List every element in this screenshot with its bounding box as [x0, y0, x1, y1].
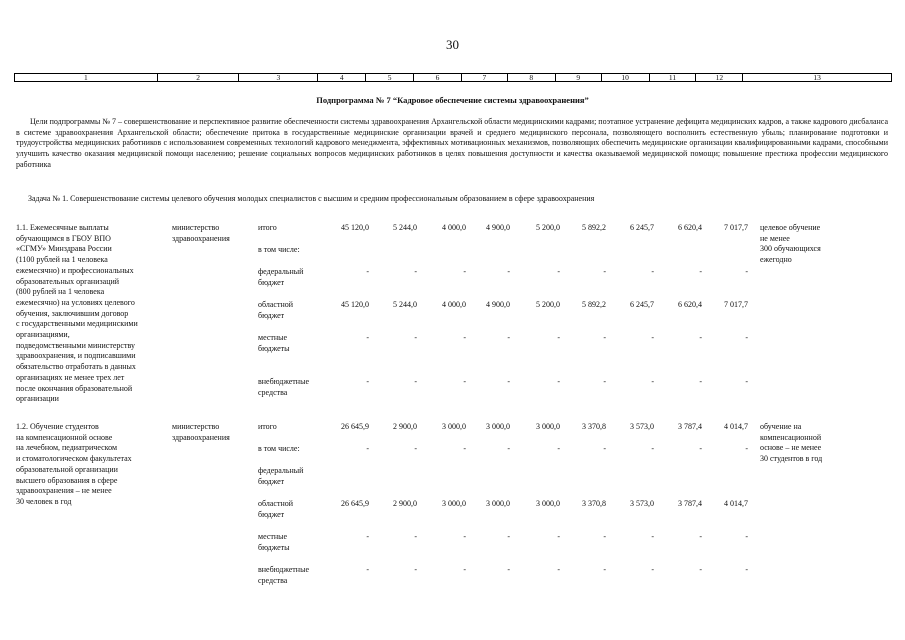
funding-value: -	[414, 444, 417, 453]
funding-label: итого	[258, 422, 277, 431]
funding-value: -	[651, 532, 654, 541]
column-number: 11	[650, 74, 697, 81]
funding-value: 3 573,0	[630, 499, 654, 508]
page-number: 30	[446, 37, 459, 52]
funding-value: 26 645,9	[341, 499, 369, 508]
funding-value: 5 892,2	[582, 300, 606, 309]
column-number: 1	[15, 74, 158, 81]
column-number: 10	[602, 74, 650, 81]
funding-label: федеральный бюджет	[258, 267, 304, 287]
funding-value: -	[699, 377, 702, 386]
funding-label: местные бюджеты	[258, 333, 290, 353]
funding-value: 3 370,8	[582, 422, 606, 431]
funding-value: -	[745, 267, 748, 276]
measure-name: 1.2. Обучение студентов на компенсационной основе на лечебном, педиатрическом и стоматологическом факультетах образовательной организации высшего образования в сфере здравоохранения – не менее 30 человек в год	[16, 422, 132, 506]
funding-value: -	[507, 377, 510, 386]
funding-value: -	[745, 333, 748, 342]
funding-value: -	[603, 377, 606, 386]
funding-value: -	[745, 532, 748, 541]
task-heading: Задача № 1. Совершенствование системы целевого обучения молодых специалистов с высшим и средним профессиональным образованием в сфере здравоохранения	[28, 194, 595, 203]
funding-value: -	[463, 565, 466, 574]
funding-value: -	[414, 532, 417, 541]
subprogram-title: Подпрограмма № 7 “Кадровое обеспечение системы здравоохранения”	[316, 95, 589, 105]
funding-value: -	[366, 444, 369, 453]
column-number: 5	[366, 74, 414, 81]
funding-value: 4 014,7	[724, 422, 748, 431]
funding-value: -	[507, 532, 510, 541]
column-number: 7	[462, 74, 508, 81]
funding-value: -	[745, 377, 748, 386]
funding-value: 3 787,4	[678, 499, 702, 508]
expected-result: целевое обучение не менее 300 обучающихся ежегодно	[760, 223, 821, 265]
executor: министерство здравоохранения	[172, 422, 230, 442]
funding-value: -	[745, 444, 748, 453]
funding-value: -	[507, 444, 510, 453]
funding-value: -	[463, 377, 466, 386]
funding-value: 4 900,0	[486, 300, 510, 309]
funding-value: -	[414, 565, 417, 574]
funding-value: -	[366, 333, 369, 342]
funding-value: 5 200,0	[536, 300, 560, 309]
funding-value: 3 000,0	[442, 422, 466, 431]
column-number: 9	[556, 74, 602, 81]
funding-value: -	[366, 377, 369, 386]
funding-value: 2 900,0	[393, 422, 417, 431]
funding-value: -	[507, 267, 510, 276]
funding-value: 3 000,0	[486, 422, 510, 431]
column-number: 2	[158, 74, 240, 81]
funding-value: -	[366, 532, 369, 541]
funding-value: -	[507, 333, 510, 342]
funding-value: 6 620,4	[678, 300, 702, 309]
funding-label: внебюджетные средства	[258, 377, 309, 397]
funding-value: -	[603, 565, 606, 574]
funding-value: -	[507, 565, 510, 574]
funding-value: 3 000,0	[442, 499, 466, 508]
funding-value: 3 000,0	[536, 422, 560, 431]
column-number: 6	[414, 74, 462, 81]
funding-label: федеральный бюджет	[258, 466, 304, 486]
funding-value: -	[463, 267, 466, 276]
funding-value: 3 000,0	[486, 499, 510, 508]
funding-value: 26 645,9	[341, 422, 369, 431]
column-number: 3	[239, 74, 318, 81]
funding-value: -	[414, 333, 417, 342]
funding-value: 7 017,7	[724, 300, 748, 309]
funding-value: -	[557, 267, 560, 276]
funding-value: 45 120,0	[341, 300, 369, 309]
column-number: 12	[696, 74, 743, 81]
funding-value: 5 244,0	[393, 300, 417, 309]
column-number: 4	[318, 74, 366, 81]
funding-value: -	[414, 267, 417, 276]
funding-value: 3 000,0	[536, 499, 560, 508]
funding-value: -	[557, 565, 560, 574]
funding-label: в том числе:	[258, 245, 300, 254]
funding-value: 3 787,4	[678, 422, 702, 431]
funding-value: -	[463, 333, 466, 342]
funding-label: областной бюджет	[258, 499, 294, 519]
funding-value: -	[603, 532, 606, 541]
funding-value: -	[699, 444, 702, 453]
funding-value: -	[463, 532, 466, 541]
funding-label: внебюджетные средства	[258, 565, 309, 585]
goals-paragraph: Цели подпрограммы № 7 – совершенствование и перспективное развитие обеспеченности системы здравоохранения Архангельской области медицинскими кадрами; поэтапное устранение дефицита медицинских кадров, а также кадрового дисбаланса в системе здравоохранения Архангельской области; обеспечение притока в государственные медицинские организации врачей и среднего медицинского персонала, позволяющего восполнить естественную убыль; планирование подготовки и трудоустройства медицинских работников с использованием современных технологий кадрового менеджмента, эффективных мотивационных механизмов, позволяющих обеспечить медицинские организации квалифицированными кадрами, способными улучшить качество оказания медицинской помощи населению; решение социальных вопросов медицинских работников в целях повышения доступности и качества оказываемой медицинской помощи; повышение престижа профессии медицинского работника	[16, 117, 888, 169]
funding-value: -	[463, 444, 466, 453]
funding-value: 3 573,0	[630, 422, 654, 431]
expected-result: обучение на компенсационной основе – не менее 30 студентов в год	[760, 422, 823, 464]
funding-value: 4 000,0	[442, 223, 466, 232]
funding-label: областной бюджет	[258, 300, 294, 320]
funding-value: -	[699, 565, 702, 574]
funding-value: -	[651, 444, 654, 453]
funding-value: -	[651, 267, 654, 276]
funding-label: местные бюджеты	[258, 532, 290, 552]
funding-value: -	[651, 377, 654, 386]
funding-label: в том числе:	[258, 444, 300, 453]
funding-value: -	[603, 444, 606, 453]
funding-value: 5 892,2	[582, 223, 606, 232]
funding-value: 7 017,7	[724, 223, 748, 232]
funding-value: -	[603, 267, 606, 276]
column-number-row	[14, 73, 892, 82]
funding-value: 6 245,7	[630, 300, 654, 309]
funding-value: -	[651, 333, 654, 342]
funding-value: 4 014,7	[724, 499, 748, 508]
funding-value: 6 245,7	[630, 223, 654, 232]
funding-value: -	[557, 377, 560, 386]
funding-value: -	[557, 333, 560, 342]
funding-value: -	[366, 565, 369, 574]
measure-name: 1.1. Ежемесячные выплаты обучающимся в ГБОУ ВПО «СГМУ» Минздрава России (1100 рублей на 1 человека ежемесячно) и профессиональных образовательных организаций (800 рублей на 1 человека ежемесячно) на условиях целевого обучения, заключившим договор с государственными медицинскими организациями, подведомственными министерству здравоохранения, и подписавшими обязательство отработать в данных организациях не менее трех лет после окончания образовательной организации	[16, 223, 138, 404]
funding-value: -	[699, 532, 702, 541]
funding-value: -	[651, 565, 654, 574]
funding-value: 2 900,0	[393, 499, 417, 508]
funding-value: -	[414, 377, 417, 386]
funding-value: 4 000,0	[442, 300, 466, 309]
funding-label: итого	[258, 223, 277, 232]
funding-value: 6 620,4	[678, 223, 702, 232]
funding-value: -	[745, 565, 748, 574]
funding-value: -	[557, 532, 560, 541]
funding-value: 5 200,0	[536, 223, 560, 232]
funding-value: 4 900,0	[486, 223, 510, 232]
funding-value: 45 120,0	[341, 223, 369, 232]
funding-value: -	[699, 267, 702, 276]
funding-value: -	[366, 267, 369, 276]
funding-value: -	[603, 333, 606, 342]
funding-value: -	[699, 333, 702, 342]
funding-value: 3 370,8	[582, 499, 606, 508]
column-number: 8	[508, 74, 556, 81]
funding-value: 5 244,0	[393, 223, 417, 232]
funding-value: -	[557, 444, 560, 453]
column-number: 13	[813, 73, 821, 82]
executor: министерство здравоохранения	[172, 223, 230, 243]
